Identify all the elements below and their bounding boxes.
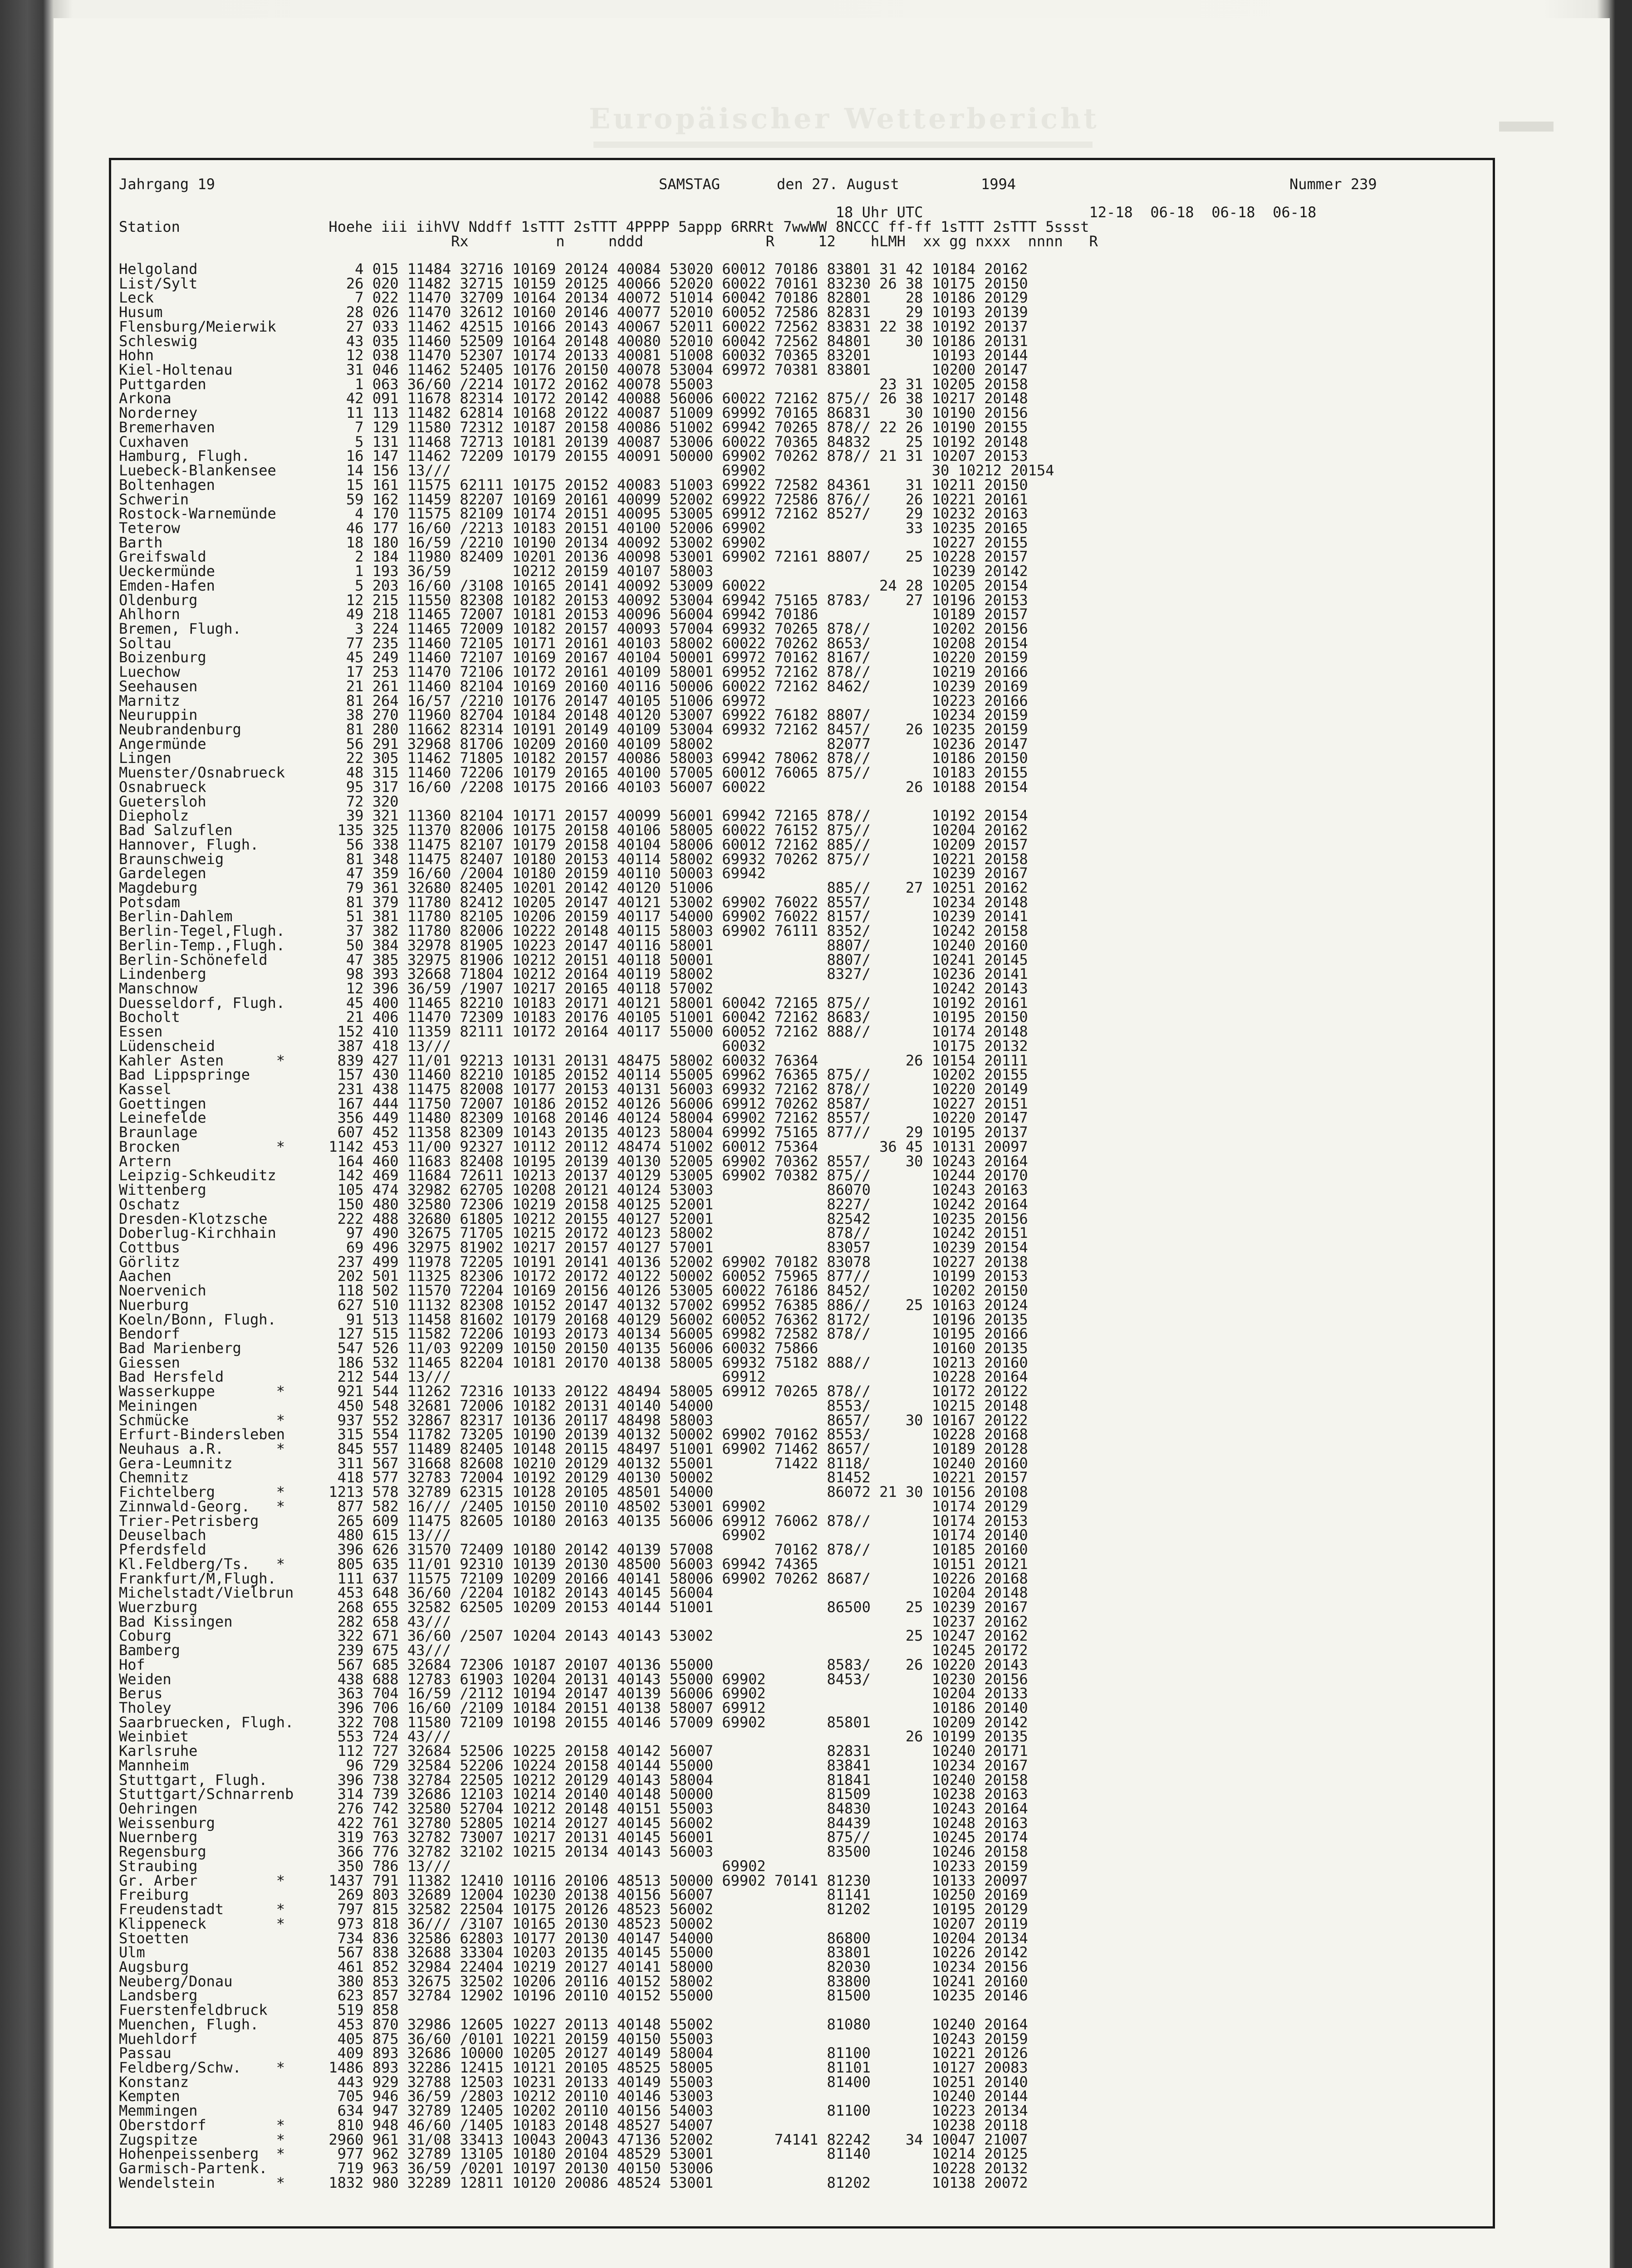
- table-row: Braunschweig 81 348 11475 82407 10180 20153 40114 58002 69932 70262 875// 10221 20158: [119, 850, 1028, 868]
- table-row: Muenster/Osnabrueck 48 315 11460 72206 10179 20165 40100 57005 60012 76065 875// 10183 20155: [119, 764, 1028, 782]
- table-row: Koeln/Bonn, Flugh. 91 513 11458 81602 10179 20168 40129 56002 60052 76362 8172/ 10196 20135: [119, 1310, 1028, 1328]
- table-row: Luebeck-Blankensee 14 156 13/// 69902 30 10212 20154: [119, 462, 1054, 479]
- table-row: Dresden-Klotzsche 222 488 32680 61805 10212 20155 40127 52001 82542 10235 20156: [119, 1210, 1028, 1227]
- table-row: Regensburg 366 776 32782 32102 10215 20134 40143 56003 83500 10246 20158: [119, 1843, 1028, 1861]
- table-row: Boltenhagen 15 161 11575 62111 10175 20152 40083 51003 69922 72582 84361 31 10211 20150: [119, 476, 1028, 494]
- table-row: Rostock-Warnemünde 4 170 11575 82109 10174 20151 40095 53005 69912 72162 8527/ 29 10232 20163: [119, 505, 1028, 523]
- table-row: Muenchen, Flugh. 453 870 32986 12605 10227 20113 40148 55002 81080 10240 20164: [119, 2015, 1028, 2033]
- table-row: Kiel-Holtenau 31 046 11462 52405 10176 20150 40078 53004 69972 70381 83801 10200 20147: [119, 361, 1028, 379]
- station-table: [119, 262, 1489, 2222]
- table-row: Saarbruecken, Flugh. 322 708 11580 72109 10198 20155 40146 57009 69902 85801 10209 20142: [119, 1713, 1028, 1731]
- table-row: Mannheim 96 729 32584 52206 10224 20158 40144 55000 83841 10234 20167: [119, 1756, 1028, 1774]
- table-row: Soltau 77 235 11460 72105 10171 20161 40103 58002 60022 70262 8653/ 10208 20154: [119, 634, 1028, 652]
- table-row: Hannover, Flugh. 56 338 11475 82107 10179 20158 40104 58006 60012 72162 885// 10209 20157: [119, 836, 1028, 853]
- table-row: Stuttgart/Schnarrenb 314 739 32686 12103 10214 20140 40148 50000 81509 10238 20163: [119, 1785, 1028, 1803]
- table-row: Kempten 705 946 36/59 /2803 10212 20110 40146 53003 10240 20144: [119, 2087, 1028, 2105]
- table-row: Lingen 22 305 11462 71805 10182 20157 40086 58003 69942 78062 878// 10186 20150: [119, 749, 1028, 767]
- table-row: Leipzig-Schkeuditz 142 469 11684 72611 10213 20137 40129 53005 69902 70382 875// 10244 20170: [119, 1167, 1028, 1184]
- table-row: Fuerstenfeldbruck 519 858: [119, 2001, 399, 2019]
- table-row: Hof 567 685 32684 72306 10187 20107 40136 55000 8583/ 26 10220 20143: [119, 1656, 1028, 1673]
- table-row: Berus 363 704 16/59 /2112 10194 20147 40139 56006 69902 10204 20133: [119, 1685, 1028, 1702]
- column-header-line-1: 18 Uhr UTC 12-18 06-18 06-18 06-18: [119, 204, 1317, 221]
- table-row: Wuerzburg 268 655 32582 62505 10209 20153 40144 51001 86500 25 10239 20167: [119, 1598, 1028, 1616]
- table-row: Ulm 567 838 32688 33304 10203 20135 40145 55000 83801 10226 20142: [119, 1944, 1028, 1961]
- table-row: Manschnow 12 396 36/59 /1907 10217 20165 40118 57002 10242 20143: [119, 980, 1028, 997]
- table-row: Neuberg/Donau 380 853 32675 32502 10206 20116 40152 58002 83800 10241 20160: [119, 1972, 1028, 1990]
- table-row: Ahlhorn 49 218 11465 72007 10181 20153 40096 56004 69942 70186 10189 20157: [119, 606, 1028, 623]
- table-row: Boizenburg 45 249 11460 72107 10169 20167 40104 50001 69972 70162 8167/ 10220 20159: [119, 649, 1028, 666]
- table-row: Essen 152 410 11359 82111 10172 20164 40117 55000 60052 72162 888// 10174 20148: [119, 1023, 1028, 1041]
- table-row: Barth 18 180 16/59 /2210 10190 20134 40092 53002 69902 10227 20155: [119, 533, 1028, 551]
- column-header-line-3: Rx n nddd R 12 hLMH xx gg nxxx nnnn R: [119, 233, 1098, 250]
- table-row: Weiden 438 688 12783 61903 10204 20131 40143 55000 69902 8453/ 10230 20156: [119, 1670, 1028, 1688]
- table-row: Diepholz 39 321 11360 82104 10171 20157 40099 56001 69942 72165 878// 10192 20154: [119, 807, 1028, 825]
- bleed-through-masthead: Europäischer Wetterbericht: [589, 102, 1099, 135]
- table-row: Kassel 231 438 11475 82008 10177 20153 40131 56003 69932 72162 878// 10220 20149: [119, 1080, 1028, 1098]
- table-row: Neuhaus a.R. * 845 557 11489 82405 10148 20115 48497 51001 69902 71462 8657/ 10189 20128: [119, 1440, 1028, 1458]
- table-row: Oehringen 276 742 32580 52704 10212 20148 40151 55003 84830 10243 20164: [119, 1800, 1028, 1818]
- weekday: SAMSTAG: [659, 176, 720, 193]
- table-row: Angermünde 56 291 32968 81706 10209 20160 40109 58002 82077 10236 20147: [119, 735, 1028, 753]
- table-row: Schleswig 43 035 11460 52509 10164 20148 40080 52010 60042 72562 84801 30 10186 20131: [119, 332, 1028, 350]
- table-row: Hohn 12 038 11470 52307 10174 20133 40081 51008 60032 70365 83201 10193 20144: [119, 347, 1028, 364]
- table-row: Freiburg 269 803 32689 12004 10230 20138 40156 56007 81141 10250 20169: [119, 1886, 1028, 1904]
- bleed-through-tag: [1499, 122, 1554, 132]
- table-row: Stuttgart, Flugh. 396 738 32784 22505 10212 20129 40143 58004 81841 10240 20158: [119, 1771, 1028, 1789]
- table-row: Bamberg 239 675 43/// 10245 20172: [119, 1642, 1028, 1659]
- table-row: Nuerburg 627 510 11132 82308 10152 20147 40132 57002 69952 76385 886// 25 10163 20124: [119, 1296, 1028, 1314]
- table-row: Magdeburg 79 361 32680 82405 10201 20142 40120 51006 885// 27 10251 20162: [119, 879, 1028, 896]
- table-row: Berlin-Dahlem 51 381 11780 82105 10206 20159 40117 54000 69902 76022 8157/ 10239 20141: [119, 908, 1028, 925]
- table-row: Wendelstein * 1832 980 32289 12811 10120 20086 48524 53001 81202 10138 20072: [119, 2174, 1028, 2191]
- table-row: Brocken * 1142 453 11/00 92327 10112 20112 48474 51002 60012 75364 36 45 10131 20097: [119, 1138, 1028, 1155]
- table-row: Schwerin 59 162 11459 82207 10169 20161 40099 52002 69922 72586 876// 26 10221 20161: [119, 490, 1028, 508]
- table-row: Marnitz 81 264 16/57 /2210 10176 20147 40105 51006 69972 10223 20166: [119, 692, 1028, 709]
- table-row: Bremerhaven 7 129 11580 72312 10187 20158 40086 51002 69942 70265 878// 22 26 10190 20155: [119, 418, 1028, 436]
- table-row: Seehausen 21 261 11460 82104 10169 20160 40116 50006 60022 72162 8462/ 10239 20169: [119, 677, 1028, 695]
- table-row: Weinbiet 553 724 43/// 26 10199 20135: [119, 1728, 1028, 1745]
- table-row: Cottbus 69 496 32975 81902 10217 20157 40127 57001 83057 10239 20154: [119, 1238, 1028, 1256]
- table-row: Gr. Arber * 1437 791 11382 12410 10116 20106 48513 50000 69902 70141 81230 10133 20097: [119, 1872, 1028, 1889]
- table-row: Memmingen 634 947 32789 12405 10202 20110 40156 54003 81100 10223 20134: [119, 2102, 1028, 2120]
- table-row: Bad Salzuflen 135 325 11370 82006 10175 20158 40106 58005 60022 76152 875// 10204 20162: [119, 821, 1028, 839]
- table-row: Bad Marienberg 547 526 11/03 92209 10150 20150 40135 56006 60032 75866 10160 20135: [119, 1339, 1028, 1357]
- table-row: Karlsruhe 112 727 32684 52506 10225 20158 40142 56007 82831 10240 20171: [119, 1742, 1028, 1760]
- table-row: Frankfurt/M,Flugh. 111 637 11575 72109 10209 20166 40141 58006 69902 70262 8687/ 10226 20168: [119, 1569, 1028, 1587]
- table-row: Tholey 396 706 16/60 /2109 10184 20151 40138 58007 69912 10186 20140: [119, 1699, 1028, 1716]
- table-row: Oschatz 150 480 32580 72306 10219 20158 40125 52001 8227/ 10242 20164: [119, 1195, 1028, 1213]
- table-row: Berlin-Temp.,Flugh. 50 384 32978 81905 10223 20147 40116 58001 8807/ 10240 20160: [119, 936, 1028, 954]
- table-row: Flensburg/Meierwik 27 033 11462 42515 10166 20143 40067 52011 60022 72562 83831 22 38 10192 20137: [119, 318, 1028, 335]
- table-row: Nuernberg 319 763 32782 73007 10217 20131 40145 56001 875// 10245 20174: [119, 1828, 1028, 1846]
- issue-date: den 27. August: [777, 176, 899, 193]
- table-row: Muehldorf 405 875 36/60 /0101 10221 20159 40150 55003 10243 20159: [119, 2030, 1028, 2048]
- table-row: Teterow 46 177 16/60 /2213 10183 20151 40100 52006 69902 33 10235 20165: [119, 519, 1028, 537]
- table-row: Noervenich 118 502 11570 72204 10169 20156 40126 53005 60022 76186 8452/ 10202 20150: [119, 1282, 1028, 1300]
- table-row: Passau 409 893 32686 10000 10205 20127 40149 58004 81100 10221 20126: [119, 2044, 1028, 2062]
- table-row: Deuselbach 480 615 13/// 69902 10174 20140: [119, 1526, 1028, 1544]
- table-row: Leck 7 022 11470 32709 10164 20134 40072 51014 60042 70186 82801 28 10186 20129: [119, 289, 1028, 307]
- table-row: Zinnwald-Georg. * 877 582 16/// /2405 10150 20110 48502 53001 69902 10174 20129: [119, 1497, 1028, 1515]
- table-row: Bendorf 127 515 11582 72206 10193 20173 40134 56005 69982 72582 878// 10195 20166: [119, 1325, 1028, 1343]
- table-row: Potsdam 81 379 11780 82412 10205 20147 40121 53002 69902 76022 8557/ 10234 20148: [119, 893, 1028, 911]
- table-row: Berlin-Schönefeld 47 385 32975 81906 10212 20151 40118 50001 8807/ 10241 20145: [119, 951, 1028, 968]
- table-row: Michelstadt/Vielbrun 453 648 36/60 /2204 10182 20143 40145 56004 10204 20148: [119, 1584, 1028, 1602]
- table-row: Hamburg, Flugh. 16 147 11462 72209 10179 20155 40091 50000 69902 70262 878// 21 31 10207 20153: [119, 447, 1028, 465]
- table-row: Oberstdorf * 810 948 46/60 /1405 10183 20148 48527 54007 10238 20118: [119, 2116, 1028, 2134]
- table-row: Neuruppin 38 270 11960 82704 10184 20148 40120 53007 69922 76182 8807/ 10234 20159: [119, 706, 1028, 724]
- table-row: Kl.Feldberg/Ts. * 805 635 11/01 92310 10139 20130 48500 56003 69942 74365 10151 20121: [119, 1555, 1028, 1573]
- table-row: Giessen 186 532 11465 82204 10181 20170 40138 58005 69932 75182 888// 10213 20160: [119, 1354, 1028, 1371]
- table-row: Duesseldorf, Flugh. 45 400 11465 82210 10183 20171 40121 58001 60042 72165 875// 10192 20161: [119, 994, 1028, 1012]
- table-row: Görlitz 237 499 11978 72205 10191 20141 40136 52002 69902 70182 83078 10227 20138: [119, 1253, 1028, 1271]
- table-row: Kahler Asten * 839 427 11/01 92213 10131 20131 48475 58002 60032 76364 26 10154 20111: [119, 1051, 1028, 1069]
- table-row: Augsburg 461 852 32984 22404 10219 20127 40141 58000 82030 10234 20156: [119, 1958, 1028, 1975]
- table-row: Aachen 202 501 11325 82306 10172 20172 40122 50002 60052 75965 877// 10199 20153: [119, 1267, 1028, 1285]
- table-row: Wasserkuppe * 921 544 11262 72316 10133 20122 48494 58005 69912 70265 878// 10172 20122: [119, 1383, 1028, 1400]
- table-row: Klippeneck * 973 818 36/// /3107 10165 20130 48523 50002 10207 20119: [119, 1915, 1028, 1932]
- table-row: Chemnitz 418 577 32783 72004 10192 20129 40130 50002 81452 10221 20157: [119, 1469, 1028, 1486]
- table-row: Stoetten 734 836 32586 62803 10177 20130 40147 54000 86800 10204 20134: [119, 1929, 1028, 1947]
- table-row: Guetersloh 72 320: [119, 792, 399, 810]
- table-row: Puttgarden 1 063 36/60 /2214 10172 20162 40078 55003 23 31 10205 20158: [119, 375, 1028, 393]
- table-row: Ueckermünde 1 193 36/59 10212 20159 40107 58003 10239 20142: [119, 562, 1028, 580]
- table-row: Bremen, Flugh. 3 224 11465 72009 10182 20157 40093 57004 69932 70265 878// 10202 20156: [119, 620, 1028, 637]
- table-row: Straubing 350 786 13/// 69902 10233 20159: [119, 1857, 1028, 1875]
- table-row: Neubrandenburg 81 280 11662 82314 10191 20149 40109 53004 69932 72162 8457/ 26 10235 20159: [119, 721, 1028, 738]
- issue-year: 1994: [981, 176, 1016, 193]
- bleed-through-line: [593, 142, 1093, 148]
- table-row: Bad Lippspringe 157 430 11460 82210 10185 20152 40114 55005 69962 76365 875// 10202 20155: [119, 1066, 1028, 1084]
- table-row: Lüdenscheid 387 418 13/// 60032 10175 20132: [119, 1037, 1028, 1055]
- table-row: Weissenburg 422 761 32780 52805 10214 20127 40145 56002 84439 10248 20163: [119, 1814, 1028, 1832]
- table-row: Braunlage 607 452 11358 82309 10143 20135 40123 58004 69992 75165 877// 29 10195 20137: [119, 1124, 1028, 1141]
- table-row: Leinefelde 356 449 11480 82309 10168 20146 40124 58004 69902 72162 8557/ 10220 20147: [119, 1109, 1028, 1127]
- table-row: Coburg 322 671 36/60 /2507 10204 20143 40143 53002 25 10247 20162: [119, 1627, 1028, 1645]
- table-row: Feldberg/Schw. * 1486 893 32286 12415 10121 20105 48525 58005 81101 10127 20083: [119, 2059, 1028, 2076]
- table-row: Oldenburg 12 215 11550 82308 10182 20153 40092 53004 69942 75165 8783/ 27 10196 20153: [119, 591, 1028, 609]
- table-row: Greifswald 2 184 11980 82409 10201 20136 40098 53001 69902 72161 8807/ 25 10228 20157: [119, 548, 1028, 566]
- table-row: Zugspitze * 2960 961 31/08 33413 10043 20043 47136 52002 74141 82242 34 10047 21007: [119, 2131, 1028, 2148]
- table-row: Doberlug-Kirchhain 97 490 32675 71705 10215 20172 40123 58002 878// 10242 20151: [119, 1224, 1028, 1242]
- table-row: Garmisch-Partenk. 719 963 36/59 /0201 10197 20130 40150 53006 10228 20132: [119, 2160, 1028, 2177]
- table-row: Trier-Petrisberg 265 609 11475 82605 10180 20163 40135 56006 69912 76062 878// 10174 20153: [119, 1512, 1028, 1530]
- column-header-line-2: Station Hoehe iii iihVV Nddff 1sTTT 2sTTT 4PPPP 5appp 6RRRt 7wwWW 8NCCC ff-ff 1sTTT 2sTTT 5ssst: [119, 218, 1089, 235]
- jahrgang-label: Jahrgang 19: [119, 176, 215, 193]
- table-row: Konstanz 443 929 32788 12503 10231 20133 40149 55003 81400 10251 20140: [119, 2073, 1028, 2091]
- table-row: Freudenstadt * 797 815 32582 22504 10175 20126 48523 56002 81202 10195 20129: [119, 1901, 1028, 1918]
- table-row: Landsberg 623 857 32784 12902 10196 20110 40152 55000 81500 10235 20146: [119, 1987, 1028, 2004]
- table-row: Goettingen 167 444 11750 72007 10186 20152 40126 56006 69912 70262 8587/ 10227 20151: [119, 1095, 1028, 1112]
- table-row: Pferdsfeld 396 626 31570 72409 10180 20142 40139 57008 70162 878// 10185 20160: [119, 1541, 1028, 1559]
- table-row: Luechow 17 253 11470 72106 10172 20161 40109 58001 69952 72162 878// 10219 20166: [119, 663, 1028, 681]
- table-row: Erfurt-Bindersleben 315 554 11782 73205 10190 20139 40132 50002 69902 70162 8553/ 10228 20168: [119, 1426, 1028, 1443]
- table-row: Lindenberg 98 393 32668 71804 10212 20164 40119 58002 8327/ 10236 20141: [119, 965, 1028, 983]
- table-row: Helgoland 4 015 11484 32716 10169 20124 40084 53020 60012 70186 83801 31 42 10184 20162: [119, 260, 1028, 278]
- table-row: Osnabrueck 95 317 16/60 /2208 10175 20166 40103 56007 60022 26 10188 20154: [119, 778, 1028, 796]
- table-row: Bocholt 21 406 11470 72309 10183 20176 40105 51001 60042 72162 8683/ 10195 20150: [119, 1008, 1028, 1026]
- table-row: Artern 164 460 11683 82408 10195 20139 40130 52005 69902 70362 8557/ 30 10243 20164: [119, 1152, 1028, 1170]
- table-row: Husum 28 026 11470 32612 10160 20146 40077 52010 60052 72586 82831 29 10193 20139: [119, 303, 1028, 321]
- table-row: Gardelegen 47 359 16/60 /2004 10180 20159 40110 50003 69942 10239 20167: [119, 865, 1028, 882]
- table-row: Schmücke * 937 552 32867 82317 10136 20117 48498 58003 8657/ 30 10167 20122: [119, 1411, 1028, 1429]
- table-row: Berlin-Tegel,Flugh. 37 382 11780 82006 10222 20148 40115 58003 69902 76111 8352/ 10242 20158: [119, 922, 1028, 940]
- table-row: Hohenpeissenberg * 977 962 32789 13105 10180 20104 48529 53001 81140 10214 20125: [119, 2145, 1028, 2163]
- table-row: List/Sylt 26 020 11482 32715 10159 20125 40066 52020 60022 70161 83230 26 38 10175 20150: [119, 274, 1028, 292]
- table-row: Arkona 42 091 11678 82314 10172 20142 40088 56006 60022 72162 875// 26 38 10217 20148: [119, 390, 1028, 407]
- table-row: Fichtelberg * 1213 578 32789 62315 10128 20105 48501 54000 86072 21 30 10156 20108: [119, 1483, 1028, 1501]
- table-row: Meiningen 450 548 32681 72006 10182 20131 40140 54000 8553/ 10215 20148: [119, 1397, 1028, 1414]
- table-row: Gera-Leumnitz 311 567 31668 82608 10210 20129 40132 55001 71422 8118/ 10240 20160: [119, 1454, 1028, 1472]
- table-row: Bad Kissingen 282 658 43/// 10237 20162: [119, 1613, 1028, 1630]
- table-row: Wittenberg 105 474 32982 62705 10208 20121 40124 53003 86070 10243 20163: [119, 1181, 1028, 1199]
- table-row: Norderney 11 113 11482 62814 10168 20122 40087 51009 69992 70165 86831 30 10190 20156: [119, 404, 1028, 422]
- issue-number: Nummer 239: [1289, 176, 1377, 193]
- table-row: Cuxhaven 5 131 11468 72713 10181 20139 40087 53006 60022 70365 84832 25 10192 20148: [119, 433, 1028, 450]
- table-row: Emden-Hafen 5 203 16/60 /3108 10165 20141 40092 53009 60022 24 28 10205 20154: [119, 577, 1028, 594]
- table-row: Bad Hersfeld 212 544 13/// 69912 10228 20164: [119, 1368, 1028, 1386]
